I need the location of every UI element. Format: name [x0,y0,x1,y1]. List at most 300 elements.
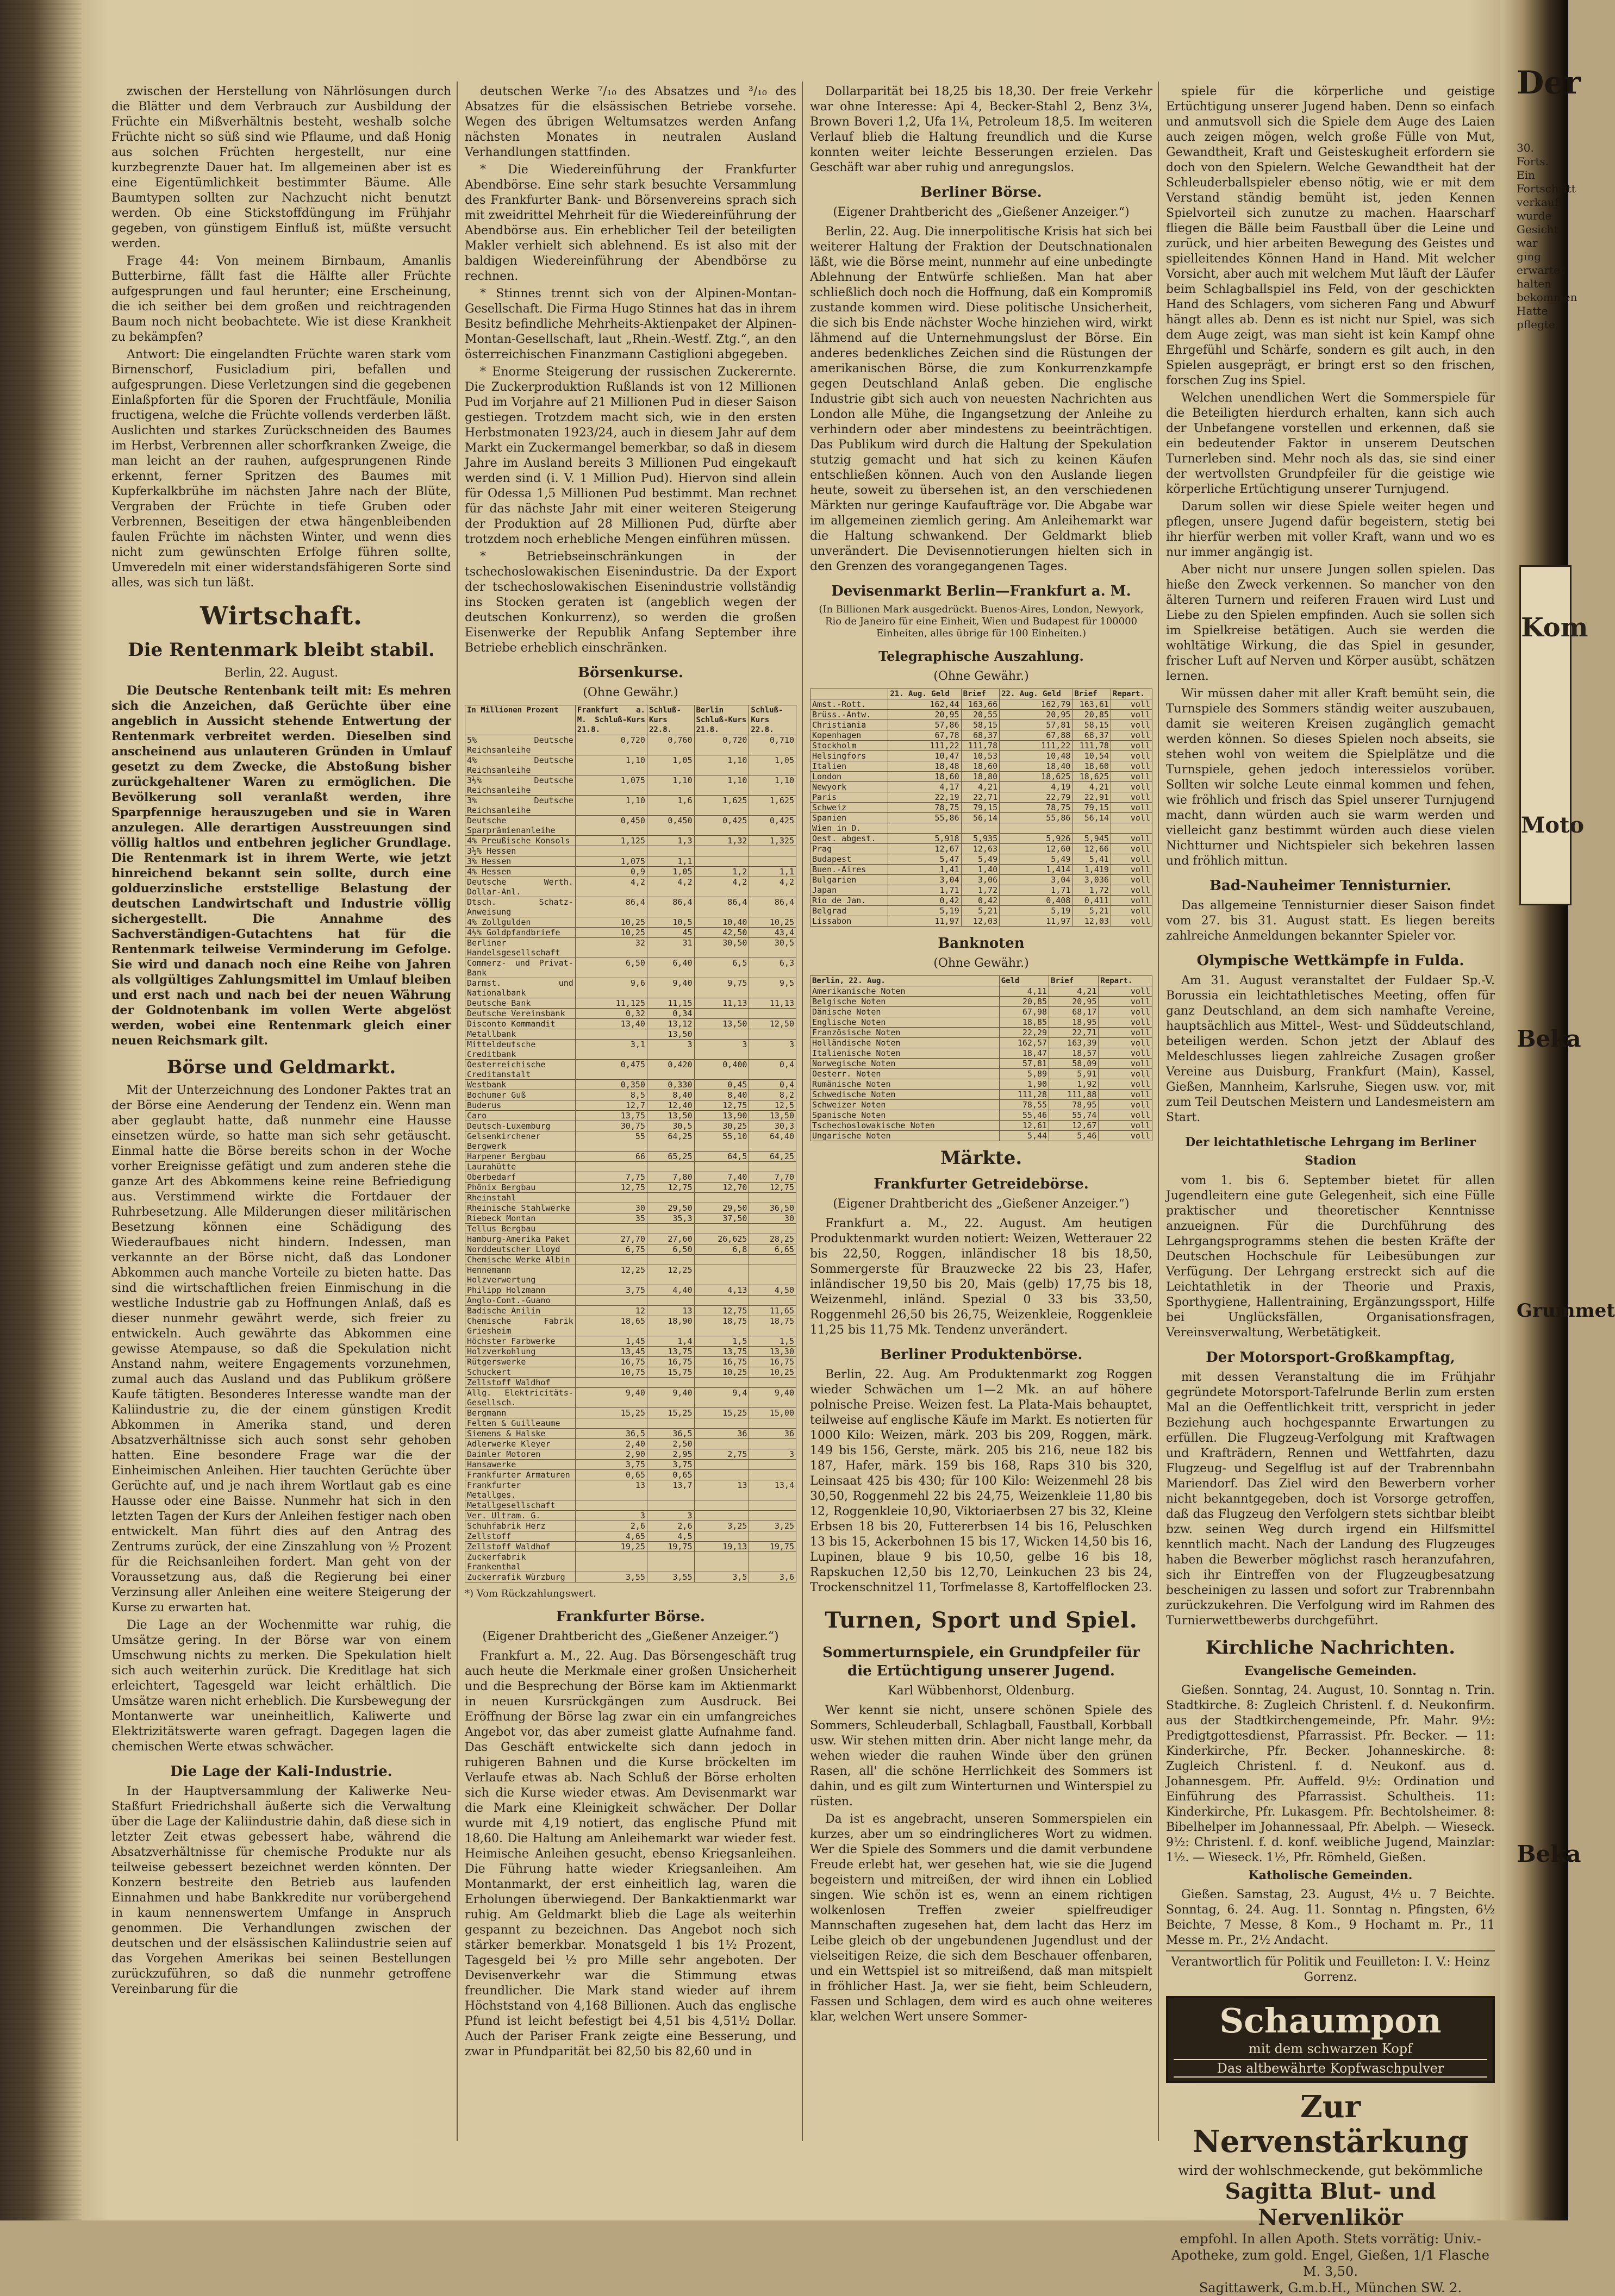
table-row [810,997,1152,1007]
table-cell: 0,475 [575,1060,647,1080]
table-cell: 12,66 [1072,844,1111,854]
table-cell: 3,55 [575,1572,647,1582]
table-cell [694,846,749,856]
table-row [465,1193,796,1203]
table-cell: 22,79 [1000,792,1072,803]
table-cell: 30 [749,1213,796,1224]
table-cell: 37,50 [694,1213,749,1224]
table-cell: 12,40 [647,1100,694,1111]
table-row [465,755,796,775]
table-cell: 67,78 [888,730,961,741]
dateline: Berlin, 22. August. [224,666,339,680]
table-cell: Zuckerrafik Würzburg [465,1572,576,1582]
table-row [465,877,796,897]
table-row [465,775,796,796]
article-paragraph: In der Hauptversammlung der Kaliwerke Neu-Staßfurt Friedrichshall äußerte sich die Verwaltung über die Lage der Kaliindustrie dahin, daß diese sich in letzter Zeit etwas gebessert habe, während die Absatzverhältnisse für chemische Produkte nur als teilweise gebessert bezeichnet werden könnten. Der Konzern bestreite den Betrieb aus laufenden Einnahmen und habe Bankkredite nur vorübergehend in kaum nennenswertem Umfange in Anspruch genommen. Die Verhandlungen zwischen der deutschen und der elsässischen Kaliindustrie seien auf das Vorgehen Amerikas bei seinen Bestellungen zurückzuführen, so daß die nunmehr getroffene Vereinbarung für die [111,1785,451,1996]
table-cell [749,1511,796,1521]
table-cell [749,1460,796,1470]
table-cell [647,1255,694,1265]
table-cell [575,846,647,856]
table-row [465,867,796,877]
table-cell: 27,70 [575,1234,647,1244]
table-cell: 18,60 [1072,761,1111,772]
table-cell: 64,25 [647,1131,694,1152]
advert-text: empfohl. In allen Apoth. Stets vorrätig: Univ.-Apotheke, zum gold. Engel, Gießen, 1/1 Flasche M. 3,50. [1171,2231,1489,2279]
table-cell: voll [1111,854,1152,865]
table-cell: 35 [575,1213,647,1224]
table-row [465,856,796,867]
table-row [465,1388,796,1408]
table-cell: 12,75 [647,1183,694,1193]
table-header-cell: Brief [1072,689,1111,699]
table-cell: Belgische Noten [810,997,1000,1007]
table-cell: 18,48 [888,761,961,772]
next-page-line: Gesicht [1517,223,1558,236]
table-cell: 18,80 [961,772,999,782]
article-paragraph: Mit der Unterzeichnung des Londoner Paktes trat an der Börse eine Aenderung der Tendenz ein. Wenn man aber geglaubt hatte, daß nunmehr eine Hausse einsetzen würde, so hatte man sich sehr getäuscht. Einmal hatte die Börse bereits schon in der Woche vorher Ereignisse gefätigt und zum anderen stehe die ganze Art des Abkommens keine reine Befriedigung aus. Verstimmend wirkte die Fortdauer der Ruhrbesetzung. Alle Milderungen dieser militärischen Besetzung können eine Schädigung des Wiederaufbaues nicht hindern. Indessen, man verkannte an der Börse nicht, daß das Londoner Abkommen auch manche Vorteile zu bieten hatte. Das sind die wirtschaftlichen freien Einmischung in die westliche Industrie gab zu Hoffnungen Anlaß, daß es dieser nunmehr gewährt werde, sich freier zu entwickeln. Auch gewährte das Abkommen eine gewisse Atempause, so daß die Spekulation nicht Anstand nahm, weitere Engagements vorzunehmen, zumal auch das Ausland und das Publikum größere Kaufe tätigten. Besonderes Interesse wandte man der Kaliindustrie zu, die der einem günstigen Kredit Abkommen in Amerika stand, und deren Absatzverhältnisse sich auch sonst sehr gehoben hatten. Eine besondere Frage war die der Einheimischen Anleihen. Hier tauchten Gerüchte über Gerüchte auf, und je nach ihrem Wortlaut gab es eine Hausse oder eine Baisse. Nunmehr hat sich in den letzten Tagen der Kurs der Anleihen festiger nach oben entwickelt. Man führt dies auf den Antrag des Zentrums zurück, der eine Zinszahlung von ½ Prozent für die Reichsanleihen fordert. Man geht von der Voraussetzung aus, daß die Regierung bei einer Verzinsung aller Anleihen eine weitere Steigerung der Kurse zu erwarten hat. [111,1084,451,1615]
table-cell: voll [1099,997,1152,1007]
table-row [465,1029,796,1040]
table-cell: 35,3 [647,1213,694,1224]
table-cell: 20,55 [961,710,999,720]
table-cell: 6,75 [575,1244,647,1255]
table-cell [575,1162,647,1172]
table-cell: 13 [575,1480,647,1500]
table-row [810,803,1152,813]
table-row [465,1367,796,1378]
table-cell: 55 [575,1131,647,1152]
table-row [810,834,1152,844]
table-cell: 5,19 [888,906,961,916]
table-row [810,720,1152,730]
table-cell: Allg. Elektricitäts-Gesellsch. [465,1388,576,1408]
table-cell: voll [1111,865,1152,875]
table-cell: Deutsche Bank [465,998,576,1009]
article-paragraph: * Betriebseinschränkungen in der tschechoslowakischen Eisenindustrie. Da der Export der tschechoslowakischen Eisenindustrie vollständig ins Stocken geraten ist (angeblich wegen der deutschen Konkurrenz), so werden die großen Eisenwerke der Republik Anfang September ihre Betriebe erheblich einschränken. [465,550,796,655]
next-page-headline: Grummet [1517,1300,1615,1322]
table-cell: Rumänische Noten [810,1079,1000,1090]
table-cell: 10,25 [694,1367,749,1378]
table-cell: Westbank [465,1080,576,1090]
headline: Devisenmarkt Berlin—Frankfurt a. M. [831,583,1131,599]
table-cell [749,1029,796,1040]
table-cell: 1,6 [647,796,694,816]
table-cell: 30,25 [694,1121,749,1131]
table-cell: 9,75 [694,978,749,998]
table-cell: voll [1111,896,1152,906]
table-cell: 27,60 [647,1234,694,1244]
article-paragraph: Aber nicht nur unsere Jungen sollen spielen. Das hieße den Zweck verkennen. So mancher von den älteren Turnern und reiferen Frauen wird Lust und Liebe zu den Spielen empfinden. Auch sie sollen sich im Spielkreise betätigen. Auch sie werden die wohltätige Wirkung, die das Spiel in gesunder, frischer Luft auf Nerven und Körper ausübt, schätzen lernen. [1166,563,1495,683]
table-cell: 65,25 [647,1152,694,1162]
currency-table [810,689,1152,927]
table-cell: 4,17 [888,782,961,792]
table-row [465,1244,796,1255]
table-cell: 3,1 [575,1040,647,1060]
table-cell [647,1224,694,1234]
table-row [465,1460,796,1470]
table-cell: 12,03 [1072,916,1111,927]
next-page-headline: Der [1517,64,1581,101]
table-row [465,938,796,958]
table-row [465,1429,796,1439]
table-row [810,896,1152,906]
table-note: (In Billionen Mark ausgedrückt. Buenos-Aires, London, Newyork, Rio de Janeiro für eine Einheit, Wien und Budapest für 100000 Einheiten, alles übrige für 100 Einheiten.) [819,604,1144,639]
table-cell: 29,50 [647,1203,694,1213]
advert-word: Kom [1521,612,1588,643]
table-row [465,1285,796,1296]
table-cell [694,1531,749,1542]
table-row [465,1552,796,1572]
table-cell: Ungarische Noten [810,1131,1000,1141]
table-cell: 86,4 [647,897,694,917]
article-paragraph: Die Lage an der Wochenmitte war ruhig, die Umsätze gering. In der Börse war von einem Umschwung nichts zu merken. Die Spekulation hielt sich auch weiterhin zurück. Die Kreditlage hat sich erleichtert, Tagesgeld war leicht erhältlich. Die Umsätze waren nicht erheblich. Die Kursbewegung der Montanwerte war uneinheitlich, Kaliwerte und Elektrizitätswerte waren gefragt. Dagegen lagen die chemischen Werte etwas schwächer. [111,1618,451,1754]
table-cell: Dänische Noten [810,1007,1000,1017]
table-row [810,730,1152,741]
table-cell: 1,414 [1000,865,1072,875]
table-cell: 15,25 [575,1408,647,1418]
article-paragraph: Gießen. Samstag, 23. August, 4½ u. 7 Beichte. Sonntag, 6. 24. Aug. 11. Sonntag n. Pfingsten, 6½ Beichte, 7 Messe, 8 Kom., 9 Hochamt m. Pr., 11 Messe m. Pr., 2½ Andacht. [1166,1888,1495,1947]
table-cell: 6,3 [749,958,796,978]
table-cell: 18,40 [1000,761,1072,772]
table-cell: 4,11 [999,986,1049,997]
table-cell: voll [1099,1110,1152,1121]
column-rule [457,82,458,2141]
table-cell: 36,5 [575,1429,647,1439]
table-cell: Rheinstahl [465,1193,576,1203]
headline: Die Lage der Kali-Industrie. [170,1763,392,1780]
next-page-text [1517,141,1577,533]
table-cell: 8,2 [749,1090,796,1100]
table-row [465,1040,796,1060]
section-title: Turnen, Sport und Spiel. [825,1607,1138,1633]
table-cell: Lissabon [810,916,888,927]
table-subtitle: (Ohne Gewähr.) [933,670,1029,683]
table-header-cell: Brief [961,689,999,699]
table-cell: 55,86 [1000,813,1072,823]
next-page-line: war [1517,236,1538,249]
table-cell: 20,95 [1000,710,1072,720]
table-cell: 12,75 [749,1183,796,1193]
article-paragraph: spiele für die körperliche und geistige Ertüchtigung unserer Jugend haben. Denn so einfach und anmutsvoll sich die Spiele dem Auge des Laien auch zeigen mögen, welch große Fülle von Mut, Gewandtheit, Kraft und Geisteskugheit erfordern sie doch von den Spielern. Welche Gewandtheit hat der Schleuderballspieler ebenso nötig, wie er mit dem Verstand ständig bemüht ist, jeden Kennen Spielvorteil sich zunutze zu machen. Haarscharf fliegen die Bälle beim Faustball über die Leine und zurück, und hier arbeiten Bewegung des Geistes und spielleitendes Können Hand in Hand. Mit welcher Vorsicht, aber auch mit welchem Mut läuft der Läufer beim Schlagballspiel ins Feld, von der geschickten Hand des Schlagers, vom sicheren Fang und Abwurf hängt alles ab. Denn es ist nicht nur Spiel, was sich dem Auge zeigt, was man sieht ist kein Kampf ohne Ehrgefühl und Schärfe, sondern es gilt auch, in den Spielen ausgeprägt, er bringt erst so den frischen, forschen Zug ins Spiel. [1166,85,1495,387]
table-row [465,1183,796,1193]
binding-edge [0,0,82,2220]
table-cell: 4,2 [694,877,749,897]
table-cell: voll [1099,1121,1152,1131]
table-cell: 78,55 [999,1100,1049,1110]
table-cell: 1,10 [575,755,647,775]
table-cell: 22,71 [1049,1028,1099,1038]
table-cell: Metallgesellschaft [465,1500,576,1511]
table-cell: 57,81 [1000,720,1072,730]
table-cell [1000,823,1072,834]
table-cell: 18,57 [1049,1048,1099,1059]
table-header-cell: Repart. [1111,689,1152,699]
table-cell: 1,125 [575,836,647,846]
table-cell: voll [1099,1131,1152,1141]
table-cell: 18,75 [694,1316,749,1336]
table-cell: voll [1099,1100,1152,1110]
table-cell: 5,926 [1000,834,1072,844]
table-cell: 5,21 [1072,906,1111,916]
table-cell: 56,14 [961,813,999,823]
table-cell: 19,75 [647,1542,694,1552]
table-cell: 45 [647,928,694,938]
table-cell: 11,65 [749,1306,796,1316]
advert-word: Moto [1521,812,1585,838]
table-row [465,1347,796,1357]
table-cell: 1,5 [749,1336,796,1347]
table-row [465,1306,796,1316]
table-row [810,1038,1152,1048]
table-row [810,792,1152,803]
table-cell: 2,40 [575,1439,647,1449]
schaumpon-advert [1166,1996,1495,2083]
table-row [810,986,1152,997]
table-cell: 0,34 [647,1009,694,1019]
table-subtitle: (Ohne Gewähr.) [933,956,1029,970]
table-cell: 3,04 [1000,875,1072,885]
table-cell: 5,918 [888,834,961,844]
table-cell: 57,86 [888,720,961,730]
table-cell: Disconto Kommandit [465,1019,576,1029]
table-cell: Schweiz [810,803,888,813]
table-cell: 4,50 [749,1285,796,1296]
headline: Olympische Wettkämpfe in Fulda. [1196,953,1464,969]
table-body [810,986,1152,1141]
table-cell: 3,25 [749,1521,796,1531]
table-cell: Hennemann Holzverwertung [465,1265,576,1285]
article-paragraph: * Enorme Steigerung der russischen Zuckerernte. Die Zuckerproduktion Rußlands ist von 12 Millionen Pud im Vorjahre auf 21 Millionen Pud in dieser Saison gestiegen. Trotzdem macht sich, wie in den ersten Herbstmonaten 1923/24, auch in diesem Jahr auf dem Markt ein Zuckermangel bemerkbar, so daß in diesem Jahre im Ausland bereits 3 Millionen Pud eingekauft werden sind (i. V. 1 Million Pud). Hiervon sind allein für Odessa 1,5 Millionen Pud bestimmt. Man rechnet für das nächste Jahr mit einer weiteren Steigerung der Produktion auf 28 Millionen Pud, dürfte aber trotzdem noch erhebliche Mengen einführen müssen. [465,365,796,546]
table-cell: Buen.-Aires [810,865,888,875]
table-row [810,823,1152,834]
table-cell: 1,10 [575,796,647,816]
table-cell: 68,37 [961,730,999,741]
table-cell: 4% Preußische Konsols [465,836,576,846]
table-row [465,1213,796,1224]
table-cell: 5,47 [888,854,961,865]
table-cell [694,1511,749,1521]
table-cell: Buderus [465,1100,576,1111]
table-cell [749,1162,796,1172]
table-cell: 13,50 [694,1019,749,1029]
table-row [465,1408,796,1418]
table-cell: Deutsche Werth. Dollar-Anl. [465,877,576,897]
table-cell: 1,10 [647,775,694,796]
table-cell: Bulgarien [810,875,888,885]
table-cell: Helsingfors [810,751,888,761]
table-cell: 13,7 [647,1480,694,1500]
table-cell: Frankfurter Armaturen [465,1470,576,1480]
article-paragraph: * Die Wiedereinführung der Frankfurter Abendbörse. Eine sehr stark besuchte Versammlung des Frankfurter Bank- und Börsenvereins sprach sich mit zweidrittel Mehrheit für die Wiedereinführung der Abendbörse aus. Ein erheblicher Teil der beteiligten Makler verhielt sich ablehnend. Es ist also mit der baldigen Wiedereinführung der Abendbörse zu rechnen. [465,163,796,283]
table-row [465,958,796,978]
table-cell: 1,40 [961,865,999,875]
table-cell: Paris [810,792,888,803]
headline: Frankfurter Börse. [556,1609,705,1625]
table-cell: Holländische Noten [810,1038,1000,1048]
table-row [810,1110,1152,1121]
table-cell: 4,2 [749,877,796,897]
table-cell [694,1439,749,1449]
table-row [465,1521,796,1531]
article-paragraph: * Stinnes trennt sich von der Alpinen-Montan-Gesellschaft. Die Firma Hugo Stinnes hat das in ihrem Besitz befindliche Mehrheits-Aktienpaket der Alpinen-Montan-Gesellschaft, laut „Rhein.-Westf. Ztg.“, an den österreichischen Finanzmann Castiglioni abgegeben. [465,287,796,361]
table-row [810,1007,1152,1017]
table-cell: voll [1111,720,1152,730]
table-row [465,1224,796,1234]
table-cell: Tellus Bergbau [465,1224,576,1234]
table-cell: 67,88 [1000,730,1072,741]
table-cell [749,1009,796,1019]
article-paragraph: mit dessen Veranstaltung die im Frühjahr gegründete Motorsport-Tafelrunde Berlin zum ersten Mal an die Oeffentlichkeit tritt, verspricht in jeder Beziehung auch hochgespannte Erwartungen zu erfüllen. Die Flugzeug-Verfolgung mit Kraftwagen und Krafträdern, Rennen und Wettfahrten, dazu Flugzeug- und Segelflug ist auf der Trabrennbahn Mariendorf. Das Ziel wird den Bewerbern vorher nicht bekanntgegeben, doch ist Vorsorge getroffen, daß das Flugzeug den Verfolgern stets sichtbar bleibt bzw. seinen Weg durch irgend ein Hilfsmittel kenntlich macht. Nach der Landung des Flugzeuges haben die Bewerber möglichst rasch heranzufahren, sich ihr Eintreffen von der Flugzeugbesatzung bescheinigen zu lassen und sofort zur Trabrennbahn zurückzukehren. Die Verfolgung wird im Rahmen des Turnierwettbewerbs durchgeführt. [1166,1371,1495,1628]
table-cell: 0,710 [749,735,796,755]
table-cell: Brüss.-Antw. [810,710,888,720]
table-cell: 5,91 [1049,1069,1099,1079]
table-header-row [810,976,1152,986]
table-cell: 3 [647,1040,694,1060]
table-cell: Rütgerswerke [465,1357,576,1367]
table-cell [749,846,796,856]
table-row [810,1028,1152,1038]
table-cell: 16,75 [647,1357,694,1367]
table-cell: 3,5 [694,1572,749,1582]
table-cell: 5,44 [999,1131,1049,1141]
table-cell: Französische Noten [810,1028,1000,1038]
table-row [465,1080,796,1090]
table-cell: 2,6 [647,1521,694,1531]
table-cell: Spanien [810,813,888,823]
table-header-cell: In Millionen Prozent [465,705,576,735]
table-cell [575,1193,647,1203]
table-cell: 55,86 [888,813,961,823]
table-row [465,1296,796,1306]
table-cell [694,1224,749,1234]
table-header-cell [810,689,888,699]
table-cell: Christiania [810,720,888,730]
table-row [465,1316,796,1336]
table-cell: Oest. abgest. [810,834,888,844]
table-cell: 10,54 [1072,751,1111,761]
table-cell: voll [1099,986,1152,997]
table-cell: 4% Hessen [465,867,576,877]
table-cell: Rio de Jan. [810,896,888,906]
table-cell: 111,78 [1072,741,1111,751]
table-row [810,906,1152,916]
article-paragraph: Gießen. Sonntag, 24. August, 10. Sonntag n. Trin. Stadtkirche. 8: Zugleich Christenl. f. d. Neukonfirm. aus der Stadtkirchengemeinde, Pfr. Mahr. 9½: Predigtgottesdienst, Pfarrassist. Pfr. Becker. — 11: Kinderkirche, Pfr. Becker. Johanneskirche. 8: Zugleich Christenl. f. d. Neukonf. aus d. Johannesgem. Pfr. Auffeld. 9½: Ordination und Einführung des Pfarrassist. Schultheis. 11: Kinderkirche, Pfr. Lukasgem. Pfr. Bechtolsheimer. 8: Bibelhelper im Johannessaal, Pfr. Abelph. — Wieseck. 9½: Christenl. f. d. konf. weibliche Jugend, Mainzlar: 1½. — Wieseck. 1½, Pfr. Römheld, Gießen. [1166,1684,1495,1865]
table-cell: voll [1099,1059,1152,1069]
table-header-cell: Berlin Schluß-Kurs 21.8. [694,705,749,735]
table-row [465,1418,796,1429]
table-cell: Anglo-Cont.-Guano [465,1296,576,1306]
table-cell: 22,19 [888,792,961,803]
table-cell [694,1552,749,1572]
table-cell: 7,80 [647,1172,694,1183]
table-row [465,998,796,1009]
section-title: Märkte. [940,1147,1022,1169]
table-cell [647,1378,694,1388]
table-footnote: *) Vom Rückzahlungswert. [465,1588,596,1599]
table-cell: 1,10 [694,755,749,775]
table-cell: Dtsch. Schatz-Anweisung [465,897,576,917]
table-cell: Badische Anilin [465,1306,576,1316]
table-cell: 1,71 [1000,885,1072,896]
table-cell [749,856,796,867]
table-cell [694,1162,749,1172]
advert-brand: Schaumpon [1219,2001,1442,2041]
table-cell [575,1224,647,1234]
table-cell: 0,450 [647,816,694,836]
table-body [465,735,796,1582]
table-cell: 0,330 [647,1080,694,1090]
table-cell: voll [1099,1007,1152,1017]
table-cell: 1,625 [694,796,749,816]
table-cell: 68,17 [1049,1007,1099,1017]
table-cell: 58,15 [1072,720,1111,730]
article-paragraph: deutschen Werke ⁷/₁₀ des Absatzes und ³/₁₀ des Absatzes für die elsässischen Betriebe vorsehe. Wegen des übrigen Weltumsatzes werden Anfang nächsten Monates in neutralen Ausland Verhandlungen stattfinden. [465,85,796,159]
table-cell: 0,720 [694,735,749,755]
table-cell: Budapest [810,854,888,865]
table-cell: 10,25 [749,1367,796,1378]
table-cell: 12,75 [694,1306,749,1316]
next-page-line: Hatte [1517,304,1548,317]
table-cell: 12,67 [888,844,961,854]
table-cell: 16,75 [575,1357,647,1367]
table-cell: 18,85 [999,1017,1049,1028]
table-cell: 1,05 [647,867,694,877]
table-cell: 15,00 [749,1408,796,1418]
table-cell: 3,04 [888,875,961,885]
table-cell: 1,5 [694,1336,749,1347]
headline: Berliner Börse. [920,184,1042,201]
table-cell: 5,46 [1049,1131,1099,1141]
table-cell: 79,15 [961,803,999,813]
table-row [465,846,796,856]
table-cell: 0,720 [575,735,647,755]
table-cell [647,1552,694,1572]
table-row [465,1378,796,1388]
table-cell: Bochumer Guß [465,1090,576,1100]
table-row [465,1480,796,1500]
table-cell: 12,7 [575,1100,647,1111]
table-cell [694,1255,749,1265]
table-cell: 0,400 [694,1060,749,1080]
article-paragraph: Da ist es angebracht, unseren Sommerspielen ein kurzes, aber um so eindringlicheres Wort zu widmen. Wer die Spiele des Sommers und die damit verbundene Freude erlebt hat, wer gesehen hat, wie sie die Jugend begeistern und mitreißen, der wird ihnen ein Loblied singen. Wie schön ist es, wenn an einem richtigen wolkenlosen Treffen zweier spielfreudiger Mannschaften zugesehen hat, dem lacht das Herz im Leibe gleich ob der ungebundenen Jugendlust und der vielseitigen Reize, die sich dem Beschauer offenbaren, und ein Wettspiel ist so mitreißend, daß man mitspielt in fröhlicher Hast. Ja, wer sie fieht, beim Schleudern, Fassen und Schlagen, dem wird es auch ohne weiteres klar, welchen Wert unsere Sommer- [810,1812,1152,2024]
table-row [465,1439,796,1449]
table-cell [575,1500,647,1511]
table-cell: 8,40 [694,1090,749,1100]
table-cell: Chemische Werke Albin [465,1255,576,1265]
table-cell: 86,4 [694,897,749,917]
table-cell: 1,2 [694,867,749,877]
table-cell: 68,37 [1072,730,1111,741]
table-cell: Japan [810,885,888,896]
table-cell: 1,05 [749,755,796,775]
table-cell: 0,411 [1072,896,1111,906]
table-cell: voll [1099,1090,1152,1100]
table-cell: 1,92 [1049,1079,1099,1090]
article-paragraph: Frage 44: Von meinem Birnbaum, Amanlis Butterbirne, fällt fast die Hälfte aller Früchte aufgesprungen und faul herunter; eine Erscheinung, die ich seither bei dem großen und reichtragenden Baum noch nicht beobachtete. Wie ist diese Krankheit zu bekämpfen? [111,254,451,344]
advert-strip: Das altbewährte Kopfwaschpulver [1174,2059,1487,2078]
table-cell: Ver. Ultram. G. [465,1511,576,1521]
table-cell: 12 [575,1306,647,1316]
table-cell: 0,450 [575,816,647,836]
table-cell: 4% Deutsche Reichsanleihe [465,755,576,775]
table-cell: 6,50 [647,1244,694,1255]
table-cell: 20,85 [1072,710,1111,720]
table-cell: 3 [694,1040,749,1060]
table-cell: 20,95 [1049,997,1099,1007]
table-cell: Frankfurter Metallges. [465,1480,576,1500]
table-cell: 16,75 [694,1357,749,1367]
advert-text: wird der wohlschmeckende, gut bekömmliche [1178,2163,1483,2178]
